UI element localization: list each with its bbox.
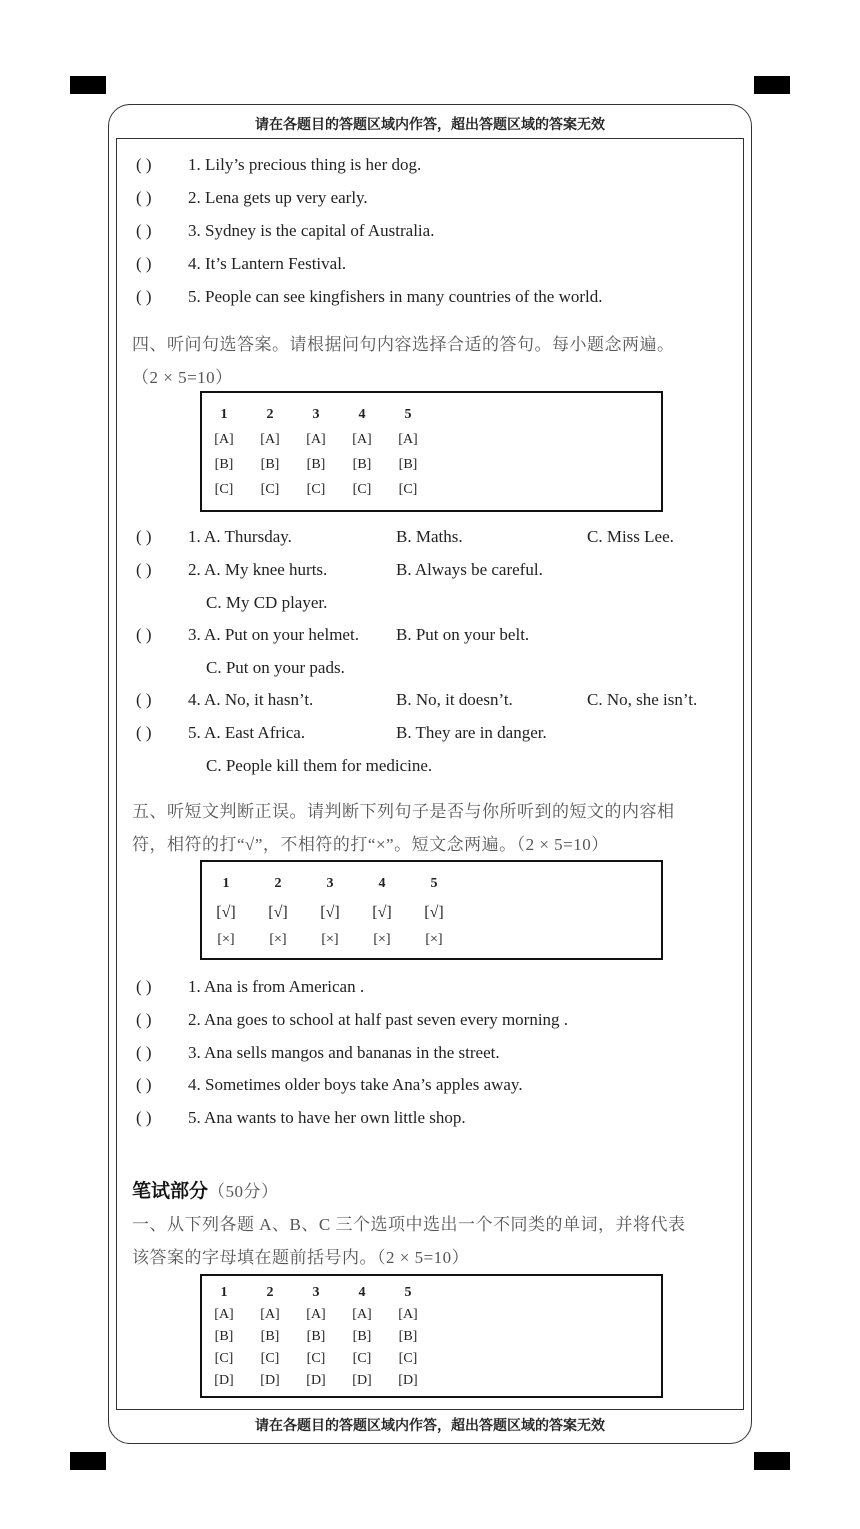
grid-option[interactable]: [C] bbox=[352, 482, 372, 497]
grid-option[interactable]: [C] bbox=[214, 482, 234, 497]
list-item: 3. Sydney is the capital of Australia. bbox=[188, 221, 435, 240]
grid-option[interactable]: [A] bbox=[260, 1307, 280, 1322]
grid-option[interactable]: [B] bbox=[352, 457, 372, 472]
option-a: 5. A. East Africa. bbox=[188, 723, 306, 742]
answer-blank[interactable]: ( ) bbox=[136, 625, 152, 644]
grid-option[interactable]: [A] bbox=[306, 1307, 326, 1322]
grid-option-true[interactable]: [√] bbox=[216, 904, 236, 921]
answer-blank[interactable]: ( ) bbox=[136, 1108, 152, 1127]
grid-option[interactable]: [B] bbox=[306, 457, 326, 472]
grid-option[interactable]: [A] bbox=[398, 432, 418, 447]
list-item: 4. It’s Lantern Festival. bbox=[188, 254, 347, 273]
option-b: B. Put on your belt. bbox=[396, 625, 530, 644]
answer-blank[interactable]: ( ) bbox=[136, 527, 152, 546]
grid-option-true[interactable]: [√] bbox=[320, 904, 340, 921]
list-item: 5. People can see kingfishers in many countries of the world. bbox=[188, 287, 603, 306]
grid-option[interactable]: [C] bbox=[214, 1351, 234, 1366]
grid-option[interactable]: [D] bbox=[352, 1373, 372, 1388]
grid-option[interactable]: [A] bbox=[260, 432, 280, 447]
written-heading: 笔试部分 bbox=[132, 1180, 209, 1202]
grid-option[interactable]: [D] bbox=[214, 1373, 234, 1388]
grid-number: 5 bbox=[404, 1285, 412, 1300]
grid-option[interactable]: [B] bbox=[260, 1329, 280, 1344]
grid-option[interactable]: [B] bbox=[260, 457, 280, 472]
grid-option[interactable]: [B] bbox=[306, 1329, 326, 1344]
written-score: （50分） bbox=[208, 1182, 279, 1201]
section5-title: 五、听短文判断正误。请判断下列句子是否与你所听到的短文的内容相 bbox=[132, 802, 675, 821]
option-c: C. Put on your pads. bbox=[206, 658, 345, 677]
option-c: C. No, she isn’t. bbox=[587, 690, 698, 709]
written-section-heading bbox=[132, 1176, 279, 1203]
grid-option[interactable]: [C] bbox=[306, 1351, 326, 1366]
grid-option[interactable]: [C] bbox=[260, 1351, 280, 1366]
grid-number: 4 bbox=[358, 407, 366, 422]
answer-blank[interactable]: ( ) bbox=[136, 977, 152, 996]
grid-number: 1 bbox=[220, 1285, 228, 1300]
grid-number: 2 bbox=[266, 407, 274, 422]
list-item: 5. Ana wants to have her own little shop. bbox=[188, 1108, 466, 1127]
grid-option[interactable]: [B] bbox=[398, 1329, 418, 1344]
grid-option[interactable]: [C] bbox=[260, 482, 280, 497]
top-notice: 请在各题目的答题区域内作答，超出答题区域的答案无效 bbox=[255, 117, 605, 133]
list-item: 2. Lena gets up very early. bbox=[188, 188, 368, 207]
option-b: B. No, it doesn’t. bbox=[396, 690, 513, 709]
grid-option[interactable]: [C] bbox=[398, 482, 418, 497]
answer-blank[interactable]: ( ) bbox=[136, 1010, 152, 1029]
grid-option[interactable]: [A] bbox=[352, 432, 372, 447]
section4-title: 四、听问句选答案。请根据问句内容选择合适的答句。每小题念两遍。 bbox=[132, 335, 675, 354]
grid-option-false[interactable]: [×] bbox=[373, 932, 391, 947]
answer-grid-section4 bbox=[200, 391, 663, 512]
grid-option[interactable]: [D] bbox=[306, 1373, 326, 1388]
option-a: 4. A. No, it hasn’t. bbox=[188, 690, 314, 709]
answer-grid-written bbox=[200, 1274, 663, 1398]
grid-option-true[interactable]: [√] bbox=[268, 904, 288, 921]
option-c: C. People kill them for medicine. bbox=[206, 756, 433, 775]
list-item: 2. Ana goes to school at half past seven every morning . bbox=[188, 1010, 569, 1029]
registration-mark-bottom-right bbox=[754, 1452, 790, 1470]
option-b: B. They are in danger. bbox=[396, 723, 547, 742]
grid-option[interactable]: [C] bbox=[352, 1351, 372, 1366]
option-c: C. My CD player. bbox=[206, 593, 328, 612]
option-a: 2. A. My knee hurts. bbox=[188, 560, 328, 579]
grid-number: 3 bbox=[312, 407, 320, 422]
grid-option[interactable]: [B] bbox=[214, 1329, 234, 1344]
grid-number: 5 bbox=[404, 407, 412, 422]
grid-number: 2 bbox=[274, 876, 282, 891]
list-item: 3. Ana sells mangos and bananas in the street. bbox=[188, 1043, 500, 1062]
grid-number: 4 bbox=[358, 1285, 366, 1300]
grid-option[interactable]: [B] bbox=[398, 457, 418, 472]
grid-option-false[interactable]: [×] bbox=[321, 932, 339, 947]
section4-score: （2 × 5=10） bbox=[132, 368, 233, 387]
grid-number: 3 bbox=[312, 1285, 320, 1300]
section5-title-continued: 符，相符的打“√”，不相符的打“×”。短文念两遍。（2 × 5=10） bbox=[132, 835, 609, 854]
grid-option[interactable]: [A] bbox=[352, 1307, 372, 1322]
answer-blank[interactable]: ( ) bbox=[136, 188, 152, 207]
grid-number: 2 bbox=[266, 1285, 274, 1300]
option-b: B. Maths. bbox=[396, 527, 463, 546]
list-item: 1. Ana is from American . bbox=[188, 977, 365, 996]
answer-blank[interactable]: ( ) bbox=[136, 560, 152, 579]
registration-mark-top-left bbox=[70, 76, 106, 94]
grid-option[interactable]: [A] bbox=[214, 432, 234, 447]
registration-mark-top-right bbox=[754, 76, 790, 94]
grid-option[interactable]: [B] bbox=[214, 457, 234, 472]
bottom-notice: 请在各题目的答题区域内作答，超出答题区域的答案无效 bbox=[255, 1418, 605, 1434]
answer-blank[interactable]: ( ) bbox=[136, 155, 152, 174]
grid-number: 3 bbox=[326, 876, 334, 891]
written-q1-title: 一、从下列各题 A、B、C 三个选项中选出一个不同类的单词，并将代表 bbox=[132, 1215, 686, 1234]
answer-blank[interactable]: ( ) bbox=[136, 254, 152, 273]
grid-option-false[interactable]: [×] bbox=[217, 932, 235, 947]
list-item: 1. Lily’s precious thing is her dog. bbox=[188, 155, 422, 174]
grid-option[interactable]: [C] bbox=[306, 482, 326, 497]
grid-option[interactable]: [A] bbox=[398, 1307, 418, 1322]
answer-blank[interactable]: ( ) bbox=[136, 690, 152, 709]
list-item: 4. Sometimes older boys take Ana’s apples away. bbox=[188, 1075, 523, 1094]
answer-blank[interactable]: ( ) bbox=[136, 221, 152, 240]
answer-blank[interactable]: ( ) bbox=[136, 723, 152, 742]
option-c: C. Miss Lee. bbox=[587, 527, 674, 546]
registration-mark-bottom-left bbox=[70, 1452, 106, 1470]
grid-option-false[interactable]: [×] bbox=[425, 932, 443, 947]
answer-blank[interactable]: ( ) bbox=[136, 287, 152, 306]
grid-option-true[interactable]: [√] bbox=[424, 904, 444, 921]
option-a: 3. A. Put on your helmet. bbox=[188, 625, 359, 644]
grid-option[interactable]: [D] bbox=[260, 1373, 280, 1388]
option-b: B. Always be careful. bbox=[396, 560, 543, 579]
grid-option[interactable]: [A] bbox=[306, 432, 326, 447]
grid-option[interactable]: [A] bbox=[214, 1307, 234, 1322]
answer-grid-section5 bbox=[200, 860, 663, 960]
grid-option[interactable]: [C] bbox=[398, 1351, 418, 1366]
grid-number: 4 bbox=[378, 876, 386, 891]
grid-option-false[interactable]: [×] bbox=[269, 932, 287, 947]
answer-blank[interactable]: ( ) bbox=[136, 1043, 152, 1062]
option-a: 1. A. Thursday. bbox=[188, 527, 292, 546]
grid-number: 1 bbox=[220, 407, 228, 422]
grid-option-true[interactable]: [√] bbox=[372, 904, 392, 921]
answer-blank[interactable]: ( ) bbox=[136, 1075, 152, 1094]
written-q1-title-continued: 该答案的字母填在题前括号内。（2 × 5=10） bbox=[132, 1248, 470, 1267]
grid-number: 5 bbox=[430, 876, 438, 891]
grid-option[interactable]: [B] bbox=[352, 1329, 372, 1344]
grid-option[interactable]: [D] bbox=[398, 1373, 418, 1388]
grid-number: 1 bbox=[222, 876, 230, 891]
